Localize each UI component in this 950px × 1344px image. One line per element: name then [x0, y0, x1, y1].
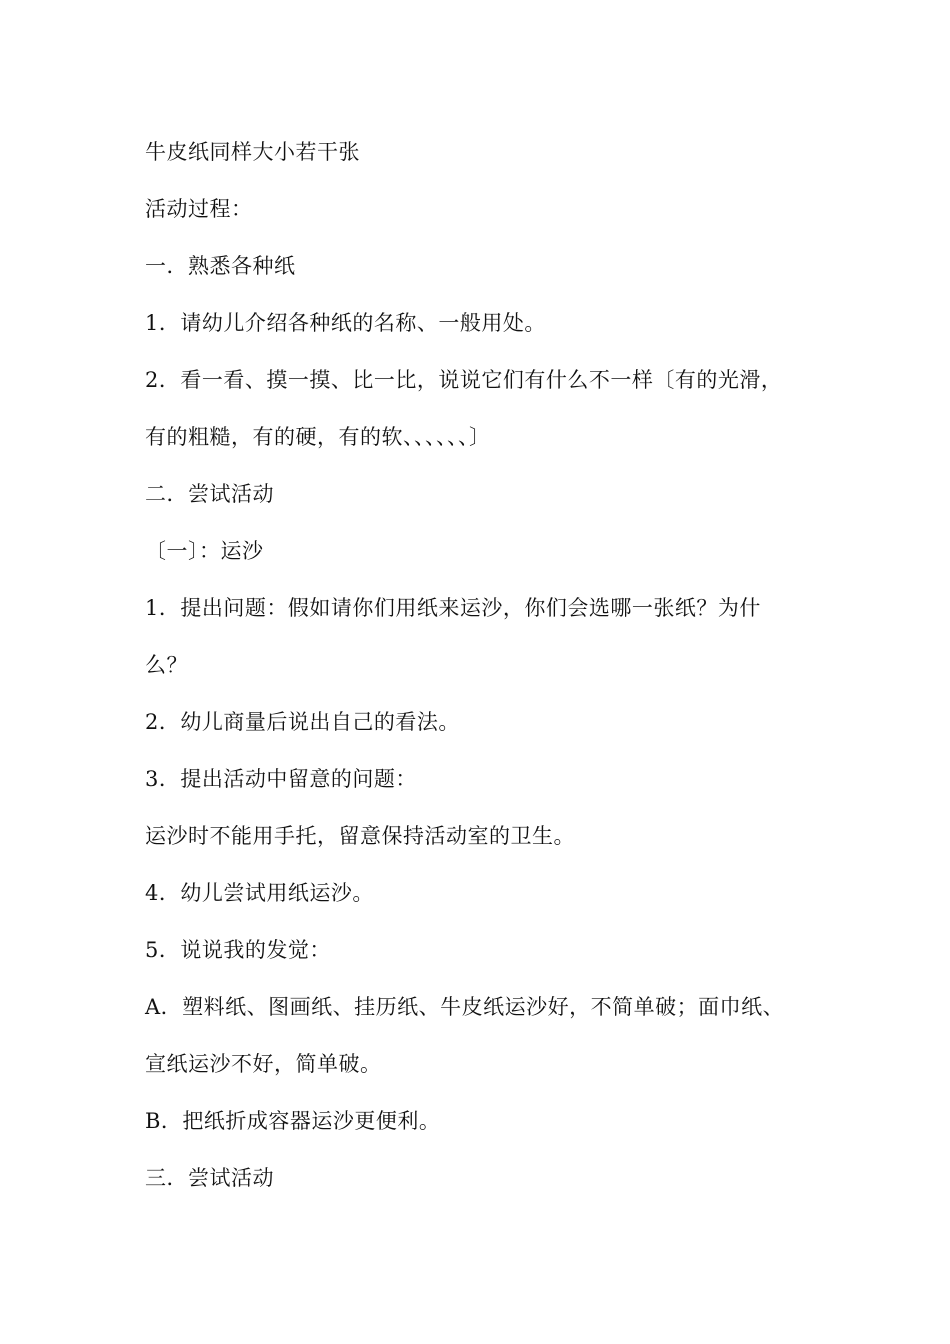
text-line-section-three: 三．尝试活动 [145, 1166, 274, 1190]
text-line-question-cont: 么？ [145, 653, 188, 677]
text-line-finding-b: B．把纸折成容器运沙更便利。 [145, 1109, 441, 1133]
text-line-section-two: 二．尝试活动 [145, 482, 274, 506]
text-line-process-heading: 活动过程： [145, 197, 253, 221]
text-line-discuss: 2．幼儿商量后说出自己的看法。 [145, 710, 460, 734]
text-line-item-2: 2．看一看、摸一摸、比一比，说说它们有什么不一样〔有的光滑， [145, 368, 783, 392]
text-line-item-1: 1．请幼儿介绍各种纸的名称、一般用处。 [145, 311, 546, 335]
text-line-section-one: 一．熟悉各种纸 [145, 254, 296, 278]
text-line-question: 1．提出问题：假如请你们用纸来运沙，你们会选哪一张纸？为什 [145, 596, 761, 620]
text-line-attention: 3．提出活动中留意的问题： [145, 767, 417, 791]
text-line-item-2-cont: 有的粗糙，有的硬，有的软、、、、、、〕 [145, 425, 491, 449]
text-line-subsection-sand: 〔一〕：运沙 [145, 539, 264, 563]
text-line-findings: 5．说说我的发觉： [145, 938, 331, 962]
text-line-try: 4．幼儿尝试用纸运沙。 [145, 881, 374, 905]
text-line-rule: 运沙时不能用手托，留意保持活动室的卫生。 [145, 824, 575, 848]
text-line-material: 牛皮纸同样大小若干张 [145, 140, 360, 164]
text-line-finding-a-cont: 宣纸运沙不好，简单破。 [145, 1052, 382, 1076]
text-line-finding-a: A．塑料纸、图画纸、挂历纸、牛皮纸运沙好，不简单破；面巾纸、 [145, 995, 785, 1019]
